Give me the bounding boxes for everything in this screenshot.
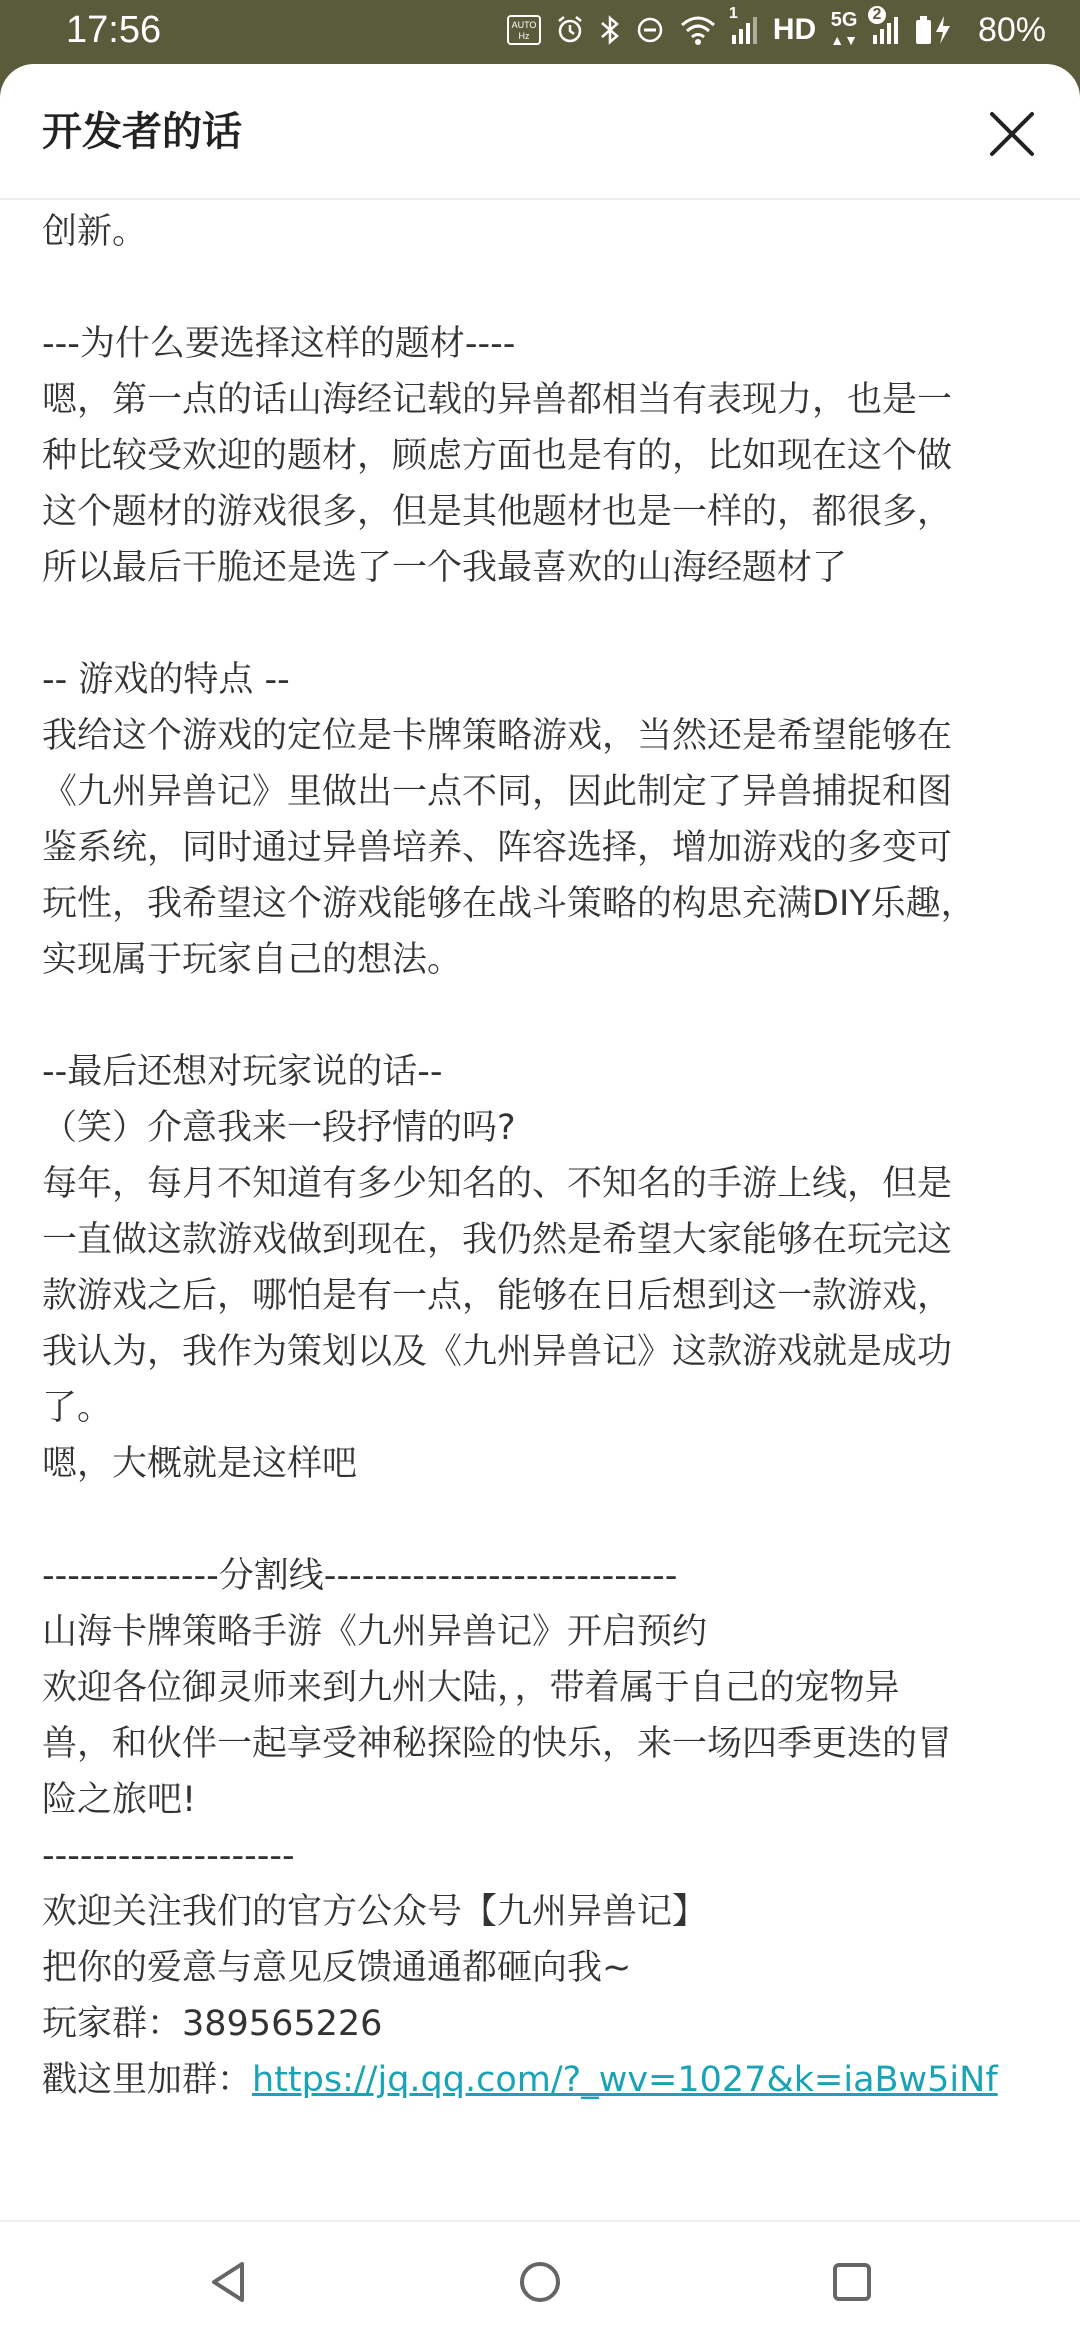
text-line: 嗯，第一点的话山海经记载的异兽都相当有表现力，也是一 (42, 380, 953, 420)
text-line: ---为什么要选择这样的题材---- (42, 324, 516, 364)
text-line: 款游戏之后，哪怕是有一点，能够在日后想到这一款游戏， (42, 1276, 953, 1316)
text-line: 创新。 (42, 212, 148, 252)
signal-icon (872, 6, 900, 54)
text-line: 欢迎各位御灵师来到九州大陆，，带着属于自己的宠物异 (42, 1668, 900, 1708)
dnd-icon (635, 6, 665, 54)
home-icon (518, 2260, 562, 2304)
blank-line (42, 596, 1042, 652)
text-line: 我认为，我作为策划以及《九州异兽记》这款游戏就是成功 (42, 1332, 953, 1372)
status-time: 17:56 (66, 9, 162, 51)
join-group-label: 戳这里加群： (42, 2060, 253, 2100)
join-group-line (42, 2052, 1042, 2108)
hd-label: HD (772, 13, 817, 46)
text-line: 鉴系统，同时通过异兽培养、阵容选择，增加游戏的多变可 (42, 828, 953, 868)
text-line: 一直做这款游戏做到现在，我仍然是希望大家能够在玩完这 (42, 1220, 953, 1260)
text-line: 这个题材的游戏很多，但是其他题材也是一样的，都很多， (42, 492, 953, 532)
close-button[interactable] (978, 100, 1046, 168)
join-group-link[interactable]: https://jq.qq.com/?_wv=1027&k=iaBw5iNf (252, 2060, 998, 2100)
text-line: 玩性，我希望这个游戏能够在战斗策略的构思充满DIY乐趣， (42, 884, 976, 924)
status-bar (0, 0, 1080, 60)
text-line: 《九州异兽记》里做出一点不同，因此制定了异兽捕捉和图 (42, 772, 953, 812)
status-icons (507, 6, 1046, 54)
svg-text:Hz: Hz (518, 31, 530, 41)
developer-notes-sheet (0, 64, 1080, 2220)
svg-text:AUTO: AUTO (511, 20, 537, 30)
wifi-icon (679, 6, 717, 54)
text-line: 嗯，大概就是这样吧 (42, 1444, 358, 1484)
recent-apps-icon (832, 2262, 872, 2302)
signal-sim-badge: 1 (728, 5, 738, 22)
auto-hd-icon (507, 6, 541, 54)
data-arrows-icon: ▲▼ (830, 32, 858, 48)
text-line: 山海卡牌策略手游《九州异兽记》开启预约 (42, 1612, 708, 1652)
text-line: 了。 (42, 1388, 113, 1428)
close-icon (986, 108, 1038, 160)
navigation-bar (0, 2220, 1080, 2340)
content-lines (42, 204, 1042, 2052)
back-button[interactable] (194, 2248, 262, 2316)
blank-line (42, 988, 1042, 1044)
text-line: 每年，每月不知道有多少知名的、不知名的手游上线，但是 (42, 1164, 953, 1204)
sheet-header (0, 64, 1080, 200)
text-line: 欢迎关注我们的官方公众号【九州异兽记】 (42, 1892, 708, 1932)
recent-apps-button[interactable] (818, 2248, 886, 2316)
text-line: -------------------- (42, 1836, 295, 1876)
network-label: 5G (830, 9, 858, 31)
battery-percent: 80% (977, 10, 1046, 49)
blank-line (42, 1492, 1042, 1548)
blank-line (42, 260, 1042, 316)
sheet-title: 开发者的话 (42, 109, 242, 155)
sheet-content[interactable] (42, 204, 1042, 2214)
text-line: （笑）介意我来一段抒情的吗? (42, 1108, 516, 1148)
text-line: 我给这个游戏的定位是卡牌策略游戏，当然还是希望能够在 (42, 716, 953, 756)
text-line: 实现属于玩家自己的想法。 (42, 940, 463, 980)
text-line: 所以最后干脆还是选了一个我最喜欢的山海经题材了 (42, 548, 848, 588)
text-line: 险之旅吧! (42, 1780, 197, 1820)
home-button[interactable] (506, 2248, 574, 2316)
text-line: -- 游戏的特点 -- (42, 660, 290, 700)
alarm-icon (555, 6, 585, 54)
text-line: --------------分割线---------------------------- (42, 1556, 678, 1596)
back-icon (208, 2260, 248, 2304)
text-line: 玩家群：389565226 (42, 2004, 383, 2044)
text-line: 兽，和伙伴一起享受神秘探险的快乐，来一场四季更迭的冒 (42, 1724, 953, 1764)
network-indicator (830, 6, 858, 54)
signal-icon (728, 5, 759, 54)
text-line: 种比较受欢迎的题材，顾虑方面也是有的，比如现在这个做 (42, 436, 953, 476)
text-line: 把你的爱意与意见反馈通通都砸向我~ (42, 1948, 632, 1988)
battery-charging-icon (914, 6, 958, 54)
signal-sim-badge: 2 (868, 6, 886, 24)
text-line: --最后还想对玩家说的话-- (42, 1052, 443, 1092)
bluetooth-icon (599, 6, 621, 54)
